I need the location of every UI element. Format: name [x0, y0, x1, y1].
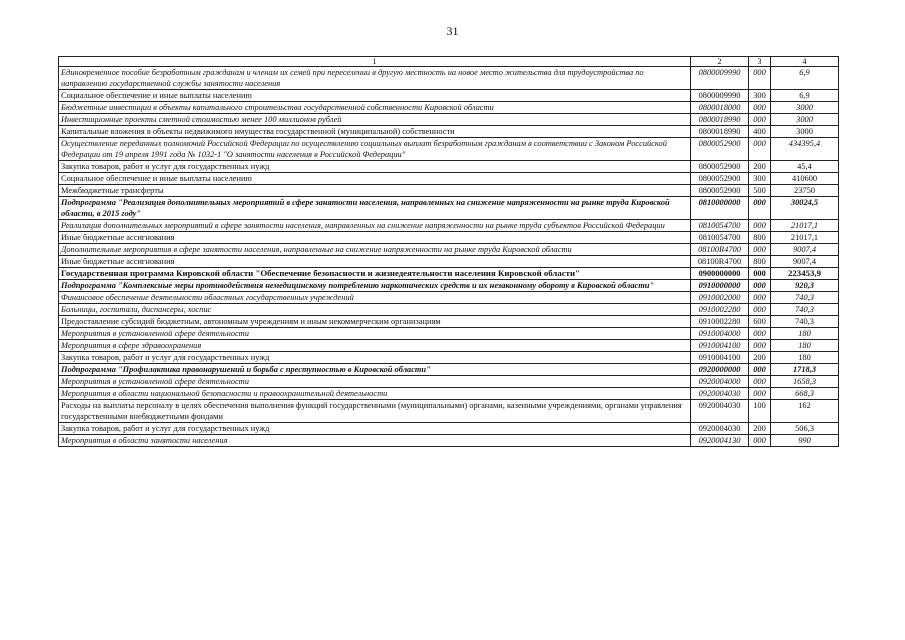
row-amount: 23750 [771, 185, 839, 197]
row-name: Иные бюджетные ассигнования [59, 232, 691, 244]
row-expense-type: 800 [749, 232, 771, 244]
row-code: 0810054700 [691, 220, 749, 232]
row-code: 0920004000 [691, 376, 749, 388]
row-name: Финансовое обеспечение деятельности областных государственных учреждений [59, 292, 691, 304]
row-amount: 6,9 [771, 90, 839, 102]
row-name: Закупка товаров, работ и услуг для государственных нужд [59, 161, 691, 173]
row-amount: 1658,3 [771, 376, 839, 388]
table-row [59, 185, 839, 197]
row-expense-type: 000 [749, 376, 771, 388]
row-expense-type: 000 [749, 138, 771, 161]
table-row [59, 161, 839, 173]
row-expense-type: 000 [749, 244, 771, 256]
table-row [59, 423, 839, 435]
row-code: 0920004030 [691, 388, 749, 400]
row-expense-type: 000 [749, 364, 771, 376]
row-code: 0920004030 [691, 400, 749, 423]
header-col-1: 1 [59, 57, 691, 67]
row-name: Расходы на выплаты персоналу в целях обеспечения выполнения функций государственными (муниципальными) органами, казенными учреждениями, органами управления государственными внебюджетными фондами [59, 400, 691, 423]
row-expense-type: 000 [749, 220, 771, 232]
row-name: Единовременное пособие безработным гражданам и членам их семей при переселении в другую местность на новое место жительства для трудоустройства по направлению государственной службы занятости населения [59, 67, 691, 90]
table-row [59, 328, 839, 340]
row-name: Мероприятия в области занятости населения [59, 435, 691, 447]
row-name: Дополнительные мероприятия в сфере занятости населения, направленные на снижение напряженности на рынке труда Кировской области [59, 244, 691, 256]
table-row [59, 316, 839, 328]
table-row [59, 173, 839, 185]
row-expense-type: 100 [749, 400, 771, 423]
row-name: Социальное обеспечение и иные выплаты населению [59, 90, 691, 102]
table-row [59, 435, 839, 447]
row-expense-type: 000 [749, 102, 771, 114]
row-name: Мероприятия в установленной сфере деятельности [59, 376, 691, 388]
row-name: Мероприятия в области национальной безопасности и правоохранительной деятельности [59, 388, 691, 400]
table-row [59, 114, 839, 126]
row-name: Мероприятия в установленной сфере деятельности [59, 328, 691, 340]
row-name: Закупка товаров, работ и услуг для государственных нужд [59, 423, 691, 435]
row-amount: 3000 [771, 114, 839, 126]
row-expense-type: 000 [749, 435, 771, 447]
table-row [59, 256, 839, 268]
row-name: Иные бюджетные ассигнования [59, 256, 691, 268]
row-amount: 740,3 [771, 304, 839, 316]
row-amount: 45,4 [771, 161, 839, 173]
row-code: 0800018990 [691, 114, 749, 126]
row-code: 0910002280 [691, 316, 749, 328]
row-amount: 740,3 [771, 316, 839, 328]
row-expense-type: 000 [749, 340, 771, 352]
row-expense-type: 000 [749, 328, 771, 340]
row-expense-type: 000 [749, 67, 771, 90]
row-code: 08100R4700 [691, 244, 749, 256]
row-amount: 180 [771, 340, 839, 352]
row-amount: 668,3 [771, 388, 839, 400]
row-expense-type: 000 [749, 280, 771, 292]
row-amount: 434395,4 [771, 138, 839, 161]
row-expense-type: 200 [749, 423, 771, 435]
row-name: Больницы, госпитали, диспансеры, хоспис [59, 304, 691, 316]
table-row [59, 400, 839, 423]
row-code: 0920004030 [691, 423, 749, 435]
table-row [59, 280, 839, 292]
row-code: 0920000000 [691, 364, 749, 376]
table-row [59, 388, 839, 400]
row-amount: 740,3 [771, 292, 839, 304]
row-code: 0920004130 [691, 435, 749, 447]
table-row [59, 126, 839, 138]
table-row [59, 292, 839, 304]
table-row [59, 376, 839, 388]
row-amount: 920,3 [771, 280, 839, 292]
row-expense-type: 300 [749, 90, 771, 102]
header-row [59, 57, 839, 67]
row-amount: 180 [771, 352, 839, 364]
row-amount: 21017,1 [771, 220, 839, 232]
row-code: 0800018000 [691, 102, 749, 114]
row-name: Мероприятия в сфере здравоохранения [59, 340, 691, 352]
table-row [59, 220, 839, 232]
row-name: Социальное обеспечение и иные выплаты населению [59, 173, 691, 185]
row-code: 0800052900 [691, 173, 749, 185]
row-expense-type: 400 [749, 126, 771, 138]
row-expense-type: 600 [749, 316, 771, 328]
row-code: 0810000000 [691, 197, 749, 220]
table-row [59, 364, 839, 376]
header-col-4: 4 [771, 57, 839, 67]
header-col-2: 2 [691, 57, 749, 67]
row-code: 0910004100 [691, 352, 749, 364]
table-row [59, 268, 839, 280]
row-code: 0900000000 [691, 268, 749, 280]
row-name: Предоставление субсидий бюджетным, автономным учреждениям и иным некоммерческим организациям [59, 316, 691, 328]
table-row [59, 244, 839, 256]
header-col-3: 3 [749, 57, 771, 67]
row-code: 0800018990 [691, 126, 749, 138]
row-amount: 3000 [771, 126, 839, 138]
row-name: Осуществление переданных полномочий Российской Федерации по осуществлению социальных выплат безработным гражданам в соответствии с Законом Российской Федерации от 19 апреля 1991 года № 1032-1 "О занятости населения в Российской Федерации" [59, 138, 691, 161]
row-code: 0810054700 [691, 232, 749, 244]
row-amount: 180 [771, 328, 839, 340]
row-name: Государственная программа Кировской области "Обеспечение безопасности и жизнедеятельности населения Кировской области" [59, 268, 691, 280]
row-name: Капитальные вложения в объекты недвижимого имущества государственной (муниципальной) собственности [59, 126, 691, 138]
row-code: 0910002280 [691, 304, 749, 316]
row-code: 08100R4700 [691, 256, 749, 268]
row-code: 0800052900 [691, 138, 749, 161]
row-expense-type: 200 [749, 352, 771, 364]
row-name: Межбюджетные трансферты [59, 185, 691, 197]
row-name: Инвестиционные проекты сметной стоимостью менее 100 миллионов рублей [59, 114, 691, 126]
row-expense-type: 000 [749, 197, 771, 220]
row-expense-type: 000 [749, 114, 771, 126]
row-expense-type: 000 [749, 388, 771, 400]
row-amount: 6,9 [771, 67, 839, 90]
row-amount: 3000 [771, 102, 839, 114]
row-amount: 9007,4 [771, 244, 839, 256]
row-name: Закупка товаров, работ и услуг для государственных нужд [59, 352, 691, 364]
row-expense-type: 200 [749, 161, 771, 173]
table-row [59, 340, 839, 352]
row-amount: 1718,3 [771, 364, 839, 376]
table-row [59, 352, 839, 364]
row-amount: 9007,4 [771, 256, 839, 268]
table-row [59, 232, 839, 244]
row-amount: 990 [771, 435, 839, 447]
row-name: Подпрограмма "Комплексные меры противодействия немедицинскому потреблению наркотических средств и их незаконному обороту в Кировской области" [59, 280, 691, 292]
row-name: Подпрограмма "Реализация дополнительных мероприятий в сфере занятости населения, направленных на снижение напряженности на рынке труда Кировской области, в 2015 году" [59, 197, 691, 220]
table-row [59, 67, 839, 90]
row-expense-type: 800 [749, 256, 771, 268]
budget-table [58, 56, 839, 447]
row-amount: 223453,9 [771, 268, 839, 280]
row-code: 0800009990 [691, 90, 749, 102]
row-name: Подпрограмма "Профилактика правонарушений и борьба с преступностью в Кировской области" [59, 364, 691, 376]
table-row [59, 102, 839, 114]
row-amount: 410600 [771, 173, 839, 185]
table-row [59, 90, 839, 102]
row-amount: 30024,5 [771, 197, 839, 220]
row-expense-type: 500 [749, 185, 771, 197]
row-code: 0910004100 [691, 340, 749, 352]
table-row [59, 304, 839, 316]
row-code: 0800052900 [691, 185, 749, 197]
table-row [59, 197, 839, 220]
row-amount: 506,3 [771, 423, 839, 435]
row-code: 0910002000 [691, 292, 749, 304]
table-row [59, 138, 839, 161]
row-code: 0910000000 [691, 280, 749, 292]
row-code: 0910004000 [691, 328, 749, 340]
row-code: 0800009990 [691, 67, 749, 90]
row-code: 0800052900 [691, 161, 749, 173]
row-expense-type: 000 [749, 268, 771, 280]
page-number: 31 [446, 24, 459, 38]
row-name: Бюджетные инвестиции в объекты капитального строительства государственной собственности Кировской области [59, 102, 691, 114]
row-expense-type: 000 [749, 292, 771, 304]
row-expense-type: 300 [749, 173, 771, 185]
row-amount: 21017,1 [771, 232, 839, 244]
row-name: Реализация дополнительных мероприятий в сфере занятости населения, направленных на снижение напряженности на рынке труда субъектов Российской Федерации [59, 220, 691, 232]
row-expense-type: 000 [749, 304, 771, 316]
row-amount: 162 [771, 400, 839, 423]
